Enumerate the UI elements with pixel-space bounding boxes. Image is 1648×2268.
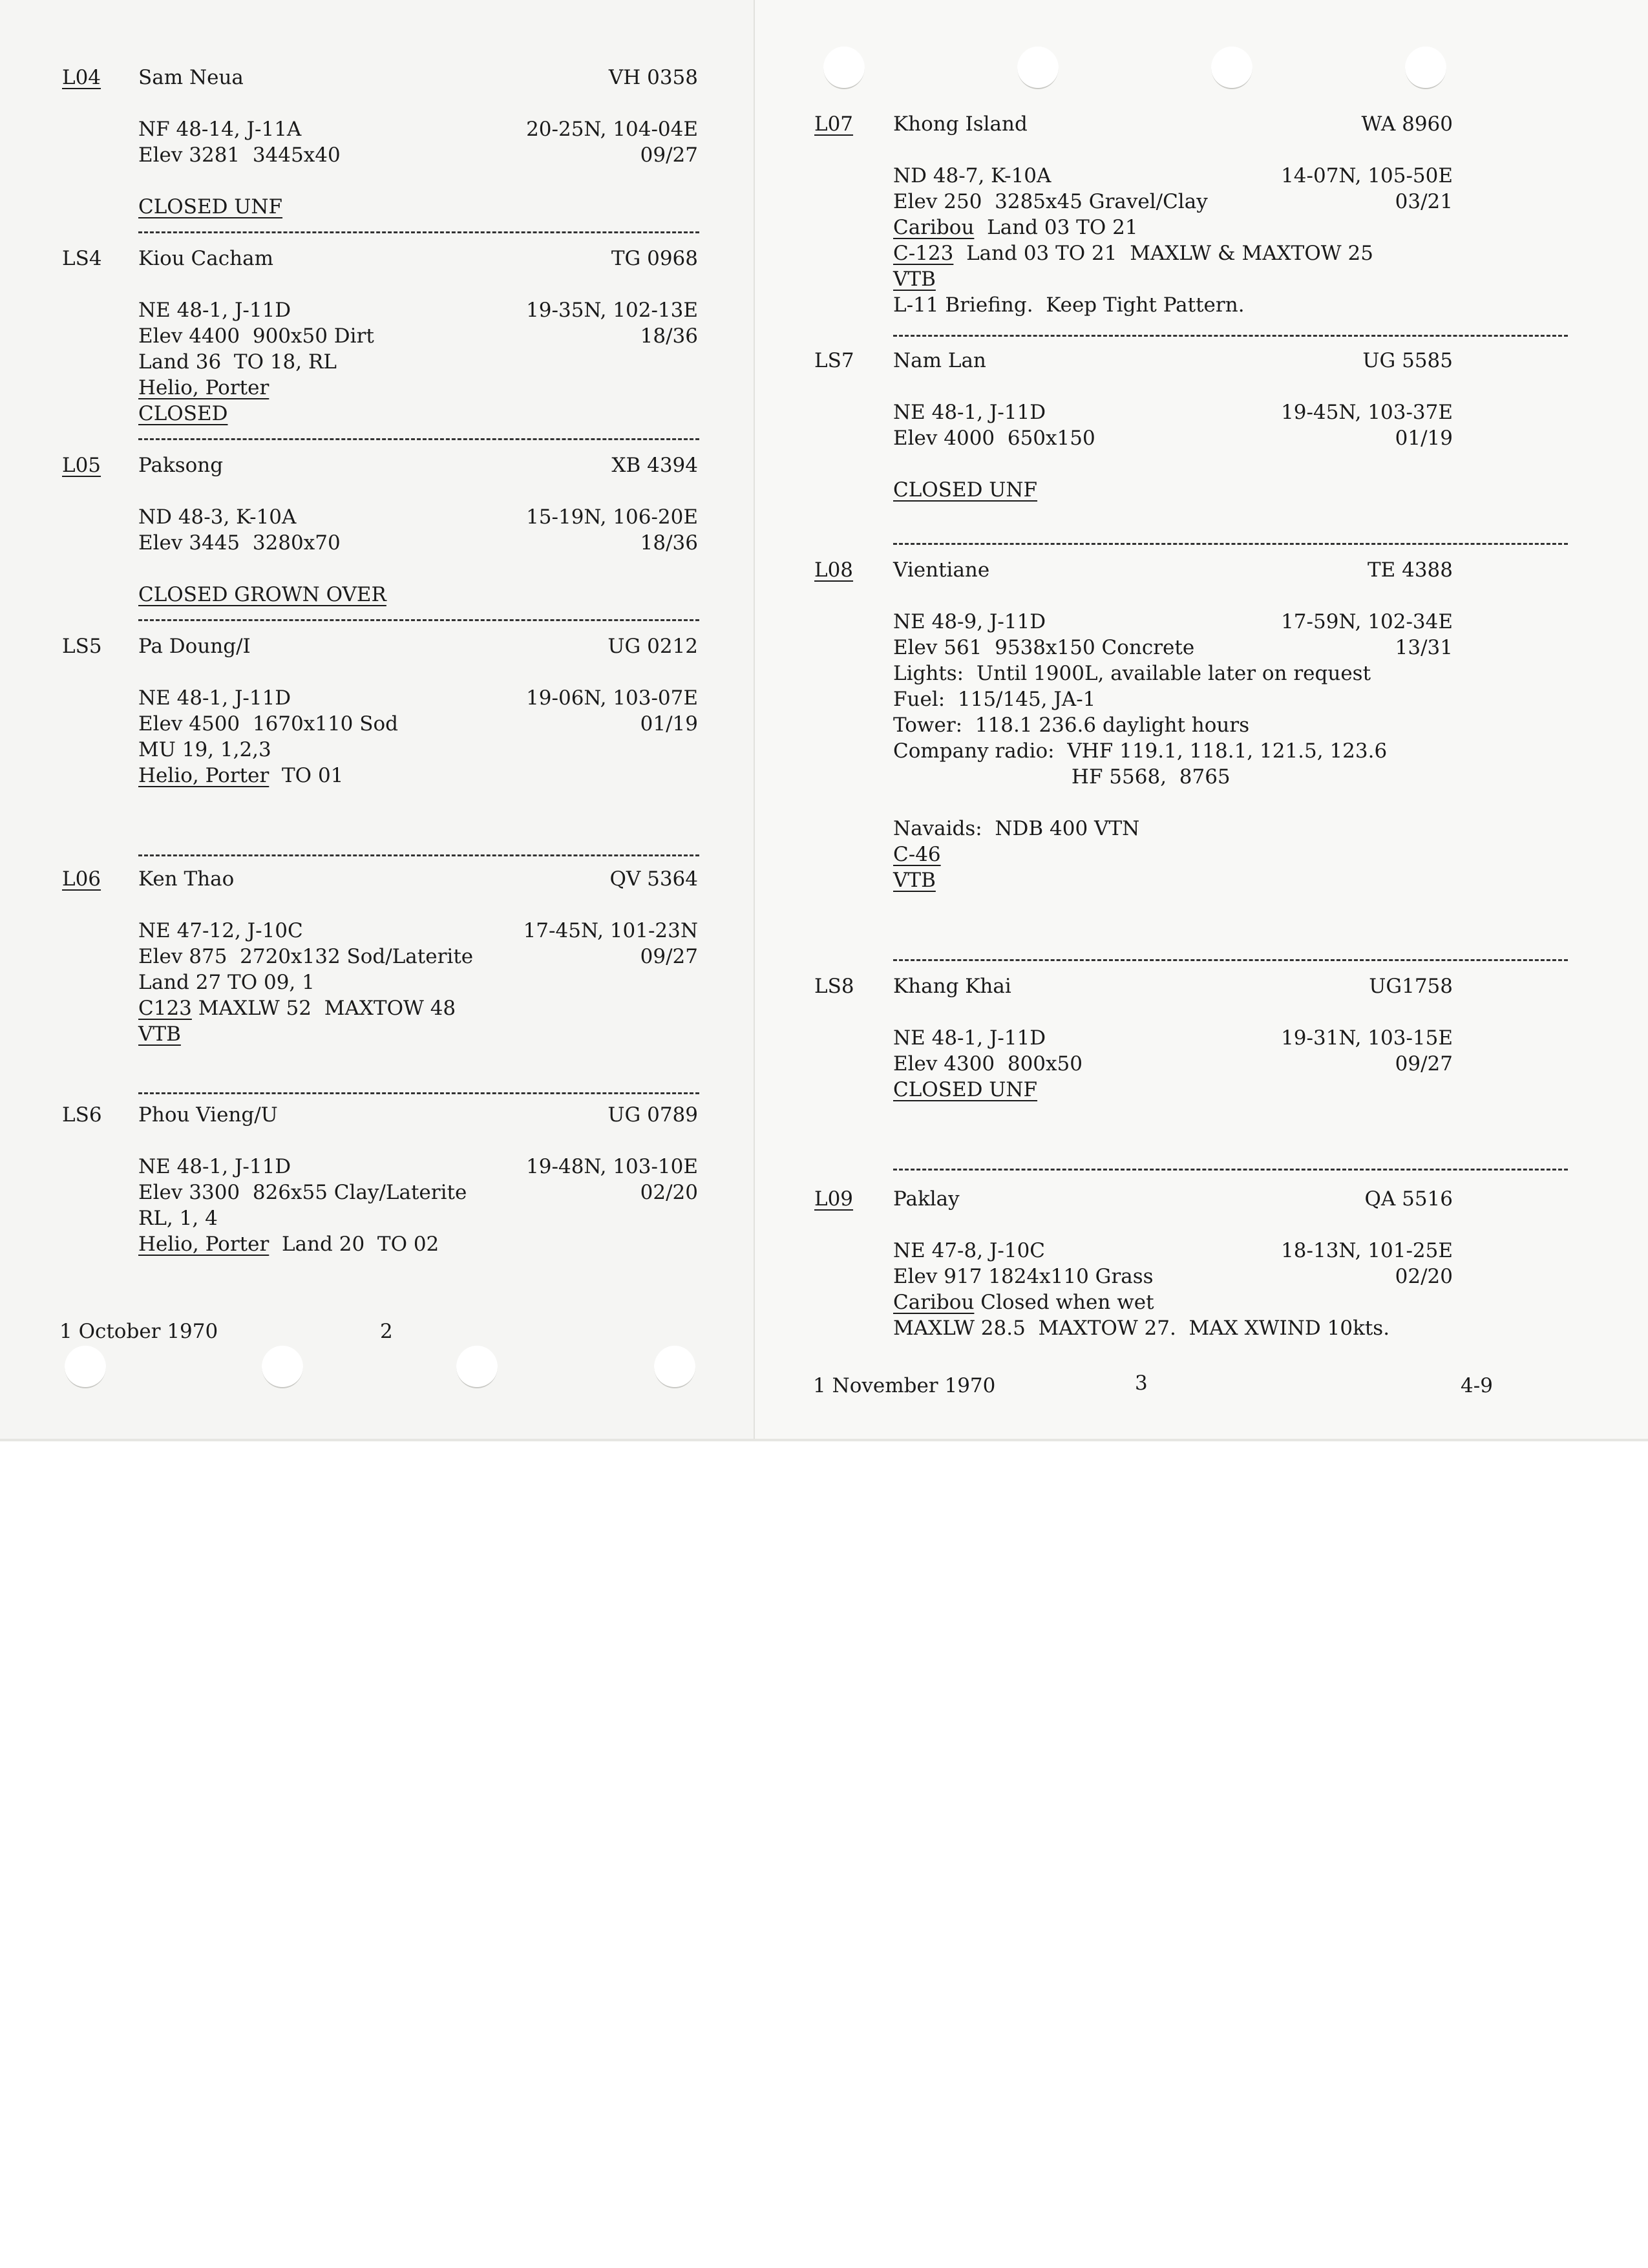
detail-lines — [138, 685, 398, 789]
coordinate-value: 01/19 — [1395, 427, 1453, 450]
detail-line — [138, 530, 386, 556]
coordinate-value — [1281, 661, 1453, 686]
detail-line — [138, 582, 386, 608]
underlined-note: CLOSED GROWN OVER — [138, 583, 386, 606]
coordinate-column — [1281, 399, 1453, 503]
grid-reference: QV 5364 — [609, 867, 698, 891]
coordinate-column — [526, 504, 698, 608]
detail-suffix: Closed when wet — [974, 1291, 1154, 1314]
detail-lines — [138, 297, 374, 427]
coordinate-value — [526, 1231, 698, 1257]
dashed-separator — [138, 231, 699, 233]
grid-reference: QA 5516 — [1364, 1187, 1453, 1211]
binder-hole — [262, 1346, 303, 1388]
coordinate-value — [1281, 292, 1453, 318]
underlined-note: VTB — [893, 869, 936, 892]
coordinate-value: 14-07N, 105-50E — [1281, 164, 1453, 187]
coordinate-column — [1281, 609, 1453, 893]
detail-line — [138, 323, 374, 349]
coordinate-value: 09/27 — [640, 143, 698, 167]
site-code: L06 — [62, 867, 101, 891]
detail-line — [138, 297, 374, 323]
underlined-note: CLOSED UNF — [893, 1078, 1038, 1101]
coordinate-value — [1281, 1315, 1453, 1341]
coordinate-value — [1281, 266, 1453, 292]
coordinate-value: 09/27 — [640, 945, 698, 968]
coordinate-value — [526, 168, 698, 194]
detail-text: NE 48-1, J-11D — [893, 1026, 1046, 1050]
detail-text: Elev 4300 800x50 — [893, 1052, 1083, 1076]
detail-line — [893, 451, 1095, 477]
detail-text: ND 48-7, K-10A — [893, 164, 1051, 187]
coordinate-value — [523, 970, 698, 995]
coordinate-value — [1281, 451, 1453, 477]
detail-line — [138, 142, 341, 168]
dashed-separator — [138, 619, 699, 621]
site-code: LS4 — [62, 247, 102, 270]
detail-text: NE 48-1, J-11D — [138, 686, 291, 710]
site-code: L08 — [814, 558, 854, 582]
coordinate-value: 19-31N, 103-15E — [1281, 1026, 1453, 1050]
detail-line — [893, 1051, 1083, 1077]
dashed-separator — [893, 335, 1568, 337]
detail-lines — [138, 504, 386, 608]
left-footer-date: 1 October 1970 — [59, 1320, 218, 1343]
grid-reference: UG1758 — [1369, 975, 1453, 998]
grid-reference: VH 0358 — [608, 66, 698, 89]
detail-lines — [893, 1025, 1083, 1103]
coordinate-value — [1281, 1289, 1453, 1315]
detail-text: Elev 4400 900x50 Dirt — [138, 324, 374, 348]
detail-text: NE 48-1, J-11D — [138, 299, 291, 322]
grid-reference: UG 0212 — [607, 635, 698, 658]
detail-line — [893, 477, 1095, 503]
detail-suffix: MAXLW 52 MAXTOW 48 — [191, 997, 456, 1020]
right-footer-page-number: 3 — [1135, 1372, 1148, 1395]
dashed-separator — [138, 854, 699, 856]
dashed-separator — [893, 1169, 1568, 1171]
right-footer-section: 4-9 — [1461, 1374, 1493, 1397]
coordinate-column — [523, 918, 698, 1047]
right-footer-date: 1 November 1970 — [813, 1374, 996, 1397]
grid-reference: UG 5585 — [1362, 349, 1453, 372]
detail-text: NE 47-12, J-10C — [138, 919, 303, 942]
coordinate-column — [1281, 163, 1453, 318]
site-name: Khang Khai — [893, 975, 1011, 998]
coordinate-value: 18-13N, 101-25E — [1281, 1239, 1453, 1262]
detail-line — [138, 711, 398, 737]
coordinate-value: 13/31 — [1395, 636, 1453, 659]
site-code: LS7 — [814, 349, 854, 372]
underlined-note: CLOSED — [138, 402, 228, 425]
site-code: L07 — [814, 112, 854, 136]
dashed-separator — [893, 543, 1568, 545]
site-code: LS6 — [62, 1103, 102, 1127]
underlined-note: CLOSED UNF — [138, 195, 283, 218]
coordinate-value: 09/27 — [1395, 1052, 1453, 1076]
detail-line — [893, 1077, 1083, 1103]
grid-reference: TG 0968 — [611, 247, 698, 270]
detail-text: Company radio: VHF 119.1, 118.1, 121.5, 123.6 — [893, 739, 1388, 763]
detail-line — [138, 1231, 467, 1257]
site-name: Vientiane — [893, 558, 990, 582]
coordinate-value: 03/21 — [1395, 190, 1453, 213]
coordinate-value: 02/20 — [640, 1181, 698, 1204]
coordinate-value — [526, 375, 698, 401]
right-page — [755, 0, 1648, 1441]
binder-hole — [1211, 47, 1252, 89]
detail-line — [893, 399, 1095, 425]
detail-line — [138, 349, 374, 375]
underlined-note: C-123 — [893, 242, 954, 265]
underlined-note: Caribou — [893, 216, 975, 239]
site-name: Pa Doung/I — [138, 635, 251, 658]
underlined-note: CLOSED UNF — [893, 478, 1038, 502]
coordinate-value: 18/36 — [640, 324, 698, 348]
detail-text: MAXLW 28.5 MAXTOW 27. MAX XWIND 10kts. — [893, 1317, 1390, 1340]
dashed-separator — [138, 438, 699, 440]
coordinate-value: 17-45N, 101-23N — [523, 919, 698, 942]
detail-text: Elev 917 1824x110 Grass — [893, 1265, 1154, 1288]
detail-lines — [138, 918, 473, 1047]
coordinate-value — [526, 582, 698, 608]
detail-text: Land 27 TO 09, 1 — [138, 971, 315, 994]
site-name: Nam Lan — [893, 349, 986, 372]
detail-suffix: Land 20 TO 02 — [269, 1233, 439, 1256]
coordinate-value: 17-59N, 102-34E — [1281, 610, 1453, 633]
coordinate-column — [1281, 1238, 1453, 1341]
coordinate-value: 20-25N, 104-04E — [526, 118, 698, 141]
detail-text: Elev 3300 826x55 Clay/Laterite — [138, 1181, 467, 1204]
underlined-note: VTB — [138, 1023, 181, 1046]
coordinate-value — [1281, 712, 1453, 738]
detail-line — [893, 425, 1095, 451]
coordinate-value: 19-48N, 103-10E — [526, 1155, 698, 1178]
coordinate-value — [526, 1205, 698, 1231]
site-name: Paksong — [138, 454, 224, 477]
detail-line — [138, 401, 374, 427]
binder-hole — [1405, 47, 1446, 89]
site-code: L04 — [62, 66, 101, 89]
detail-line — [138, 375, 374, 401]
detail-lines — [138, 116, 341, 220]
detail-line — [138, 194, 341, 220]
detail-text: NE 48-1, J-11D — [893, 401, 1046, 424]
detail-line — [138, 737, 398, 763]
underlined-note: C123 — [138, 997, 192, 1020]
coordinate-value — [526, 349, 698, 375]
site-name: Kiou Cacham — [138, 247, 273, 270]
detail-text: L-11 Briefing. Keep Tight Pattern. — [893, 293, 1245, 317]
detail-line — [138, 918, 473, 944]
coordinate-value: 19-45N, 103-37E — [1281, 401, 1453, 424]
coordinate-value — [526, 737, 698, 763]
coordinate-value — [1281, 686, 1453, 712]
coordinate-value — [526, 763, 698, 789]
coordinate-value — [1281, 240, 1453, 266]
coordinate-value — [1281, 1077, 1453, 1103]
coordinate-value — [1281, 764, 1453, 790]
detail-text: NE 48-9, J-11D — [893, 610, 1046, 633]
detail-text: MU 19, 1,2,3 — [138, 738, 271, 761]
coordinate-value — [1281, 477, 1453, 503]
detail-text: Elev 250 3285x45 Gravel/Clay — [893, 190, 1208, 213]
grid-reference: WA 8960 — [1361, 112, 1453, 136]
detail-line — [138, 1021, 473, 1047]
coordinate-value — [1281, 215, 1453, 240]
coordinate-column — [526, 116, 698, 220]
detail-text: Fuel: 115/145, JA-1 — [893, 688, 1096, 711]
detail-line — [138, 504, 386, 530]
coordinate-value: 18/36 — [640, 531, 698, 555]
detail-text: RL, 1, 4 — [138, 1207, 218, 1230]
site-name: Sam Neua — [138, 66, 244, 89]
detail-suffix: Land 03 TO 21 MAXLW & MAXTOW 25 — [953, 242, 1373, 265]
detail-text: Elev 875 2720x132 Sod/Laterite — [138, 945, 474, 968]
detail-line — [138, 685, 398, 711]
detail-text: NE 47-8, J-10C — [893, 1239, 1046, 1262]
coordinate-value — [523, 995, 698, 1021]
site-name: Paklay — [893, 1187, 960, 1211]
grid-reference: UG 0789 — [607, 1103, 698, 1127]
dashed-separator — [893, 959, 1568, 961]
binder-hole — [456, 1346, 498, 1388]
detail-text: NE 48-1, J-11D — [138, 1155, 291, 1178]
detail-line — [138, 116, 341, 142]
detail-line — [138, 1154, 467, 1180]
detail-line — [138, 970, 473, 995]
detail-text: Elev 4500 1670x110 Sod — [138, 712, 399, 736]
detail-text: Tower: 118.1 236.6 daylight hours — [893, 714, 1250, 737]
coordinate-column — [1281, 1025, 1453, 1103]
detail-text: HF 5568, 8765 — [893, 765, 1231, 789]
site-name: Ken Thao — [138, 867, 235, 891]
detail-text: NF 48-14, J-11A — [138, 118, 302, 141]
underlined-note: Helio, Porter — [138, 376, 269, 399]
left-footer-page-number: 2 — [380, 1320, 393, 1343]
binder-hole — [65, 1346, 106, 1388]
detail-text: Navaids: NDB 400 VTN — [893, 817, 1140, 840]
dashed-separator — [138, 1092, 699, 1094]
site-code: LS5 — [62, 635, 102, 658]
underlined-note: Helio, Porter — [138, 1233, 269, 1256]
detail-line — [138, 1205, 467, 1231]
coordinate-value: 15-19N, 106-20E — [526, 505, 698, 529]
detail-text: Elev 3445 3280x70 — [138, 531, 341, 555]
detail-line — [893, 1025, 1083, 1051]
detail-lines — [138, 1154, 467, 1257]
detail-line — [138, 556, 386, 582]
coordinate-value — [1281, 816, 1453, 842]
detail-line — [138, 944, 473, 970]
binder-hole — [1017, 47, 1059, 89]
coordinate-value — [1281, 738, 1453, 764]
site-name: Phou Vieng/U — [138, 1103, 278, 1127]
detail-line — [138, 763, 398, 789]
grid-reference: XB 4394 — [611, 454, 698, 477]
coordinate-value — [523, 1021, 698, 1047]
site-code: L09 — [814, 1187, 854, 1211]
underlined-note: Helio, Porter — [138, 764, 269, 787]
coordinate-column — [526, 685, 698, 789]
site-code: LS8 — [814, 975, 854, 998]
coordinate-value — [1281, 842, 1453, 867]
detail-text: ND 48-3, K-10A — [138, 505, 297, 529]
coordinate-value: 19-35N, 102-13E — [526, 299, 698, 322]
site-name: Khong Island — [893, 112, 1028, 136]
coordinate-value: 02/20 — [1395, 1265, 1453, 1288]
detail-suffix: TO 01 — [269, 764, 344, 787]
coordinate-value — [1281, 867, 1453, 893]
coordinate-value — [526, 401, 698, 427]
coordinate-value: 01/19 — [640, 712, 698, 736]
detail-text: Lights: Until 1900L, available later on request — [893, 662, 1371, 685]
detail-line — [138, 1180, 467, 1205]
coordinate-value — [526, 556, 698, 582]
underlined-note: Caribou — [893, 1291, 975, 1314]
detail-lines — [893, 399, 1095, 503]
coordinate-column — [526, 297, 698, 427]
detail-line — [138, 168, 341, 194]
grid-reference: TE 4388 — [1367, 558, 1453, 582]
binder-hole — [654, 1346, 695, 1388]
binder-hole — [823, 47, 865, 89]
coordinate-column — [526, 1154, 698, 1257]
site-code: L05 — [62, 454, 101, 477]
detail-suffix: Land 03 TO 21 — [974, 216, 1138, 239]
coordinate-value — [526, 194, 698, 220]
left-page — [0, 0, 755, 1441]
coordinate-value: 19-06N, 103-07E — [526, 686, 698, 710]
underlined-note: VTB — [893, 268, 936, 291]
detail-line — [138, 995, 473, 1021]
detail-text: Elev 561 9538x150 Concrete — [893, 636, 1195, 659]
detail-text: Elev 4000 650x150 — [893, 427, 1095, 450]
coordinate-value — [1281, 790, 1453, 816]
page-bottom-edge — [0, 1439, 1648, 1441]
underlined-note: C-46 — [893, 843, 941, 866]
detail-text: Land 36 TO 18, RL — [138, 350, 337, 374]
detail-text: Elev 3281 3445x40 — [138, 143, 341, 167]
